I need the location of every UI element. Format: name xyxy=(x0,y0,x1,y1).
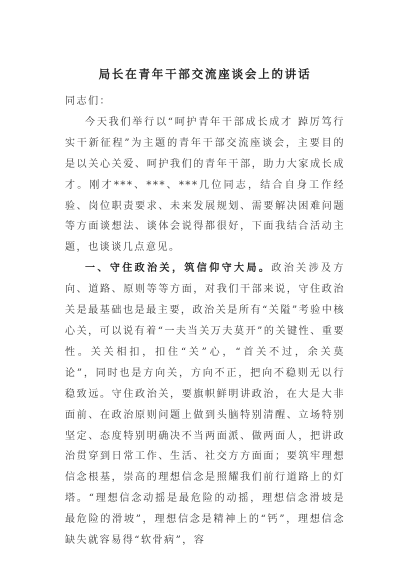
paragraph-section-1 xyxy=(65,259,345,552)
salutation: 同志们： xyxy=(65,96,112,107)
paragraph-section-1-text: 政治关涉及方向、道路、原则等等方面，对我们干部来说，守住政治关是最基础也是最主要，政治关是所有“关隘”考验中核心关，可以说有着“一夫当关万夫莫开”的关键性、重要性。关关相扣，扣住“关”心，“首关不过，余关莫论”，同时也是方向关，方向不正，把向不稳则无以行稳致远。守住政治关，要旗帜鲜明讲政治，在大是大非面前、在政治原则问题上做到头脑特别清醒、立场特别坚定、态度特别明确决不当两面派、做两面人，把讲政治贯穿到日常工作、生活、社交方方面面；要筑牢理想信念根基，崇高的理想信念是照耀我们前行道路上的灯塔。“理想信念动摇是最危险的动摇，理想信念滑坡是最危险的滑坡”，理想信念是精神上的“钙”，理想信念缺失就容易得“软骨病”，容 xyxy=(65,263,345,547)
section-heading: 一、守住政治关，筑信仰守大局。 xyxy=(85,263,272,275)
paragraph-intro: 今天我们举行以“呵护青年干部成长成才 踔厉笃行实干新征程”为主题的青年干部交流座谈会，主要目的是以关心关爱、呵护我们的青年干部，助力大家成长成才。刚才***、***、***几位同志，结合自身工作经验、岗位职责要求、未来发展规划、需要解决困难问题等方面谈想法、谈体会说得都很好，下面我结合活动主题，也谈谈几点意见。 xyxy=(65,116,345,254)
document-title: 局长在青年干部交流座谈会上的讲话 xyxy=(98,67,312,81)
document-body xyxy=(65,92,345,552)
